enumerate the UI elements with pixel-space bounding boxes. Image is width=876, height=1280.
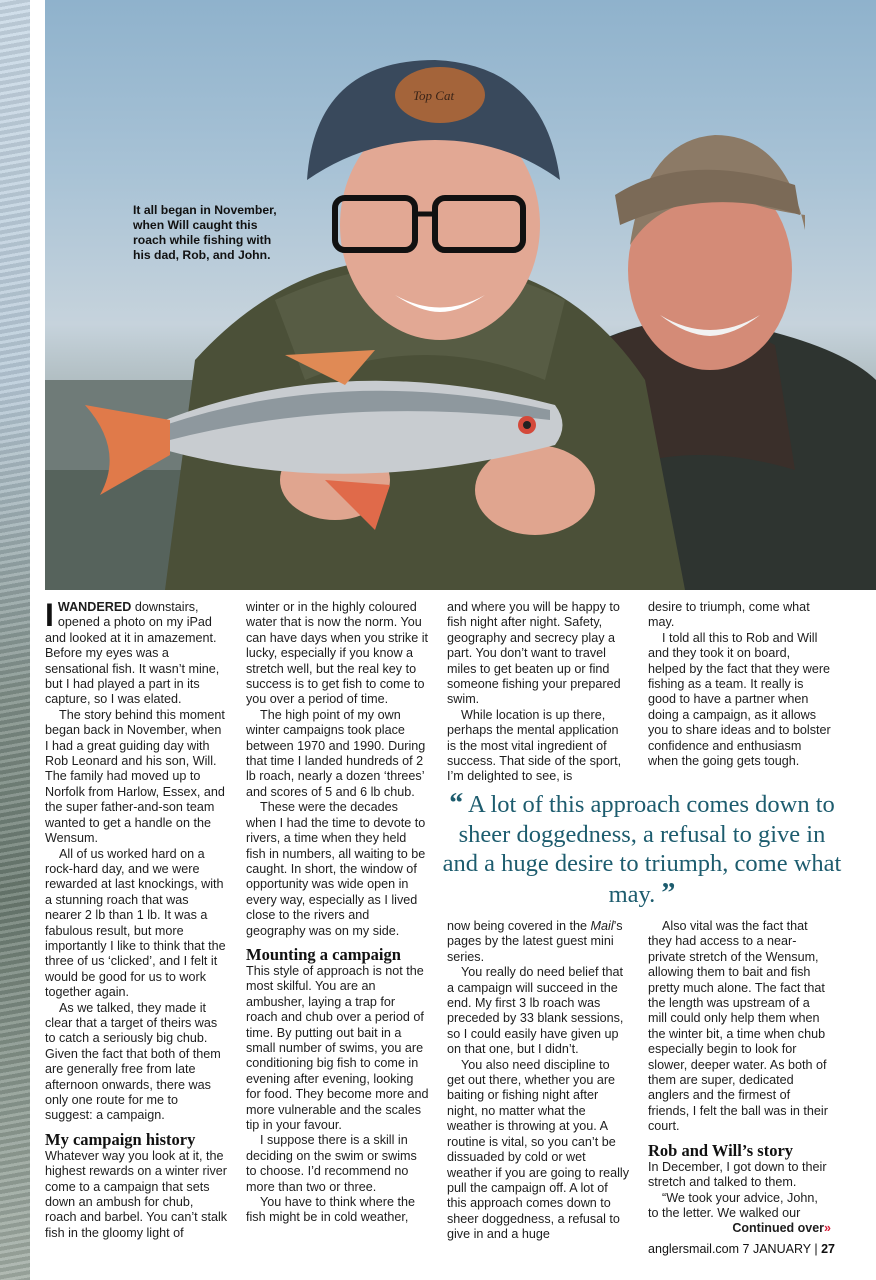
column-4-top [648, 600, 831, 769]
subheading-rob-will-story: Rob and Will’s story [648, 1140, 794, 1160]
column-1 [45, 597, 228, 1241]
open-quote-mark: “ [449, 788, 464, 819]
pull-quote [442, 789, 842, 909]
footer-separator: | [814, 1242, 818, 1256]
column-4-bottom [648, 919, 831, 1237]
column-3-bottom [447, 919, 630, 1243]
paragraph: I suppose there is a skill in deciding on the swim or swims to choose. I’d recommend no more than two or three. [246, 1133, 417, 1194]
opening-text: downstairs, opened a photo on my iPad and looked at it in amazement. Before my eyes was a sensational fish. It wasn’t mine, but I had played a part in its capture, so I was elated. [45, 600, 220, 707]
lead-word: WANDERED [57, 600, 132, 614]
page-number: 27 [821, 1242, 835, 1256]
paragraph: I told all this to Rob and Will and they took it on board, helped by the fact that they were fishing as a team. It really is good to have a partner when doing a campaign, as it allows you to share ideas and to bolster confidence and enthusiasm when the going gets tough. [648, 630, 831, 769]
hero-photo [45, 0, 876, 590]
continued-label: Continued over [732, 1221, 825, 1236]
column-3-top [447, 600, 630, 785]
page-footer [620, 1242, 835, 1256]
paragraph: You also need discipline to get out there, whether you are baiting or fishing night after night, no matter what the weather is throwing at you. A routine is vital, so you can’t be dissuaded by cold or wet weather if you are going to really pull the campaign off. A lot of this approach comes down to sheer doggedness, a refusal to give in and a huge [447, 1057, 630, 1242]
paragraph [447, 919, 630, 965]
paragraph: This style of approach is not the most skilful. You are an ambusher, laying a trap for roach and chub over a period of time. By putting out bait in a small number of swims, you are conditioning big fish to come in evening after evening, looking for food. They become more and more vulnerable and the scales tip in your favour. [246, 963, 429, 1132]
continued-over [648, 1221, 831, 1236]
column-2 [246, 600, 429, 1226]
footer-site: anglersmail.com [648, 1242, 740, 1256]
pull-quote-text: A lot of this approach comes down to sheer doggedness, a refusal to give in and a huge desire to triumph, come what may. [442, 791, 842, 908]
paragraph: You have to think where the fish might be in cold weather, [246, 1195, 415, 1225]
paragraph: These were the decades when I had the time to devote to rivers, a time when they held fish in numbers, all waiting to be caught. In short, the window of opportunity was wide open in every way, especially as I lived close to the rivers and geography was on my side. [246, 800, 426, 938]
publication-name: Mail [590, 919, 614, 933]
subheading-mounting-campaign: Mounting a campaign [246, 944, 401, 964]
paragraph: Also vital was the fact that they had access to a near-private stretch of the Wensum, allowing them to bait and fish pretty much alone. The fact that the length was upstream of a mill could only help them when the winter bit, a time when chub especially begin to look for slower, deeper water. As both of them are super, dedicated anglers and the firmest of friends, I felt the ball was in their court. [648, 919, 828, 1134]
paragraph: and where you will be happy to fish night after night. Safety, geography and secrecy play a part. You don’t want to travel miles to get beaten up or find someone fishing your prepared swim. [447, 600, 621, 707]
paragraph: As we talked, they made it clear that a target of theirs was to catch a seriously big chub. Given the fact that both of them are generally free from late afternoon onwards, there was only one route for me to suggest: a campaign. [45, 1000, 221, 1123]
paragraph: In December, I got down to their stretch and talked to them. [648, 1159, 827, 1190]
subheading-campaign-history: My campaign history [45, 1129, 196, 1149]
paragraph: While location is up there, perhaps the mental application is the most vital ingredient of success. That side of the sport, I’m delighted to see, is [447, 707, 622, 784]
paragraph: The story behind this moment began back in November, when I had a great guiding day with Rob Leonard and his son, Will. The family had moved up to Norfolk from Harlow, Essex, and the super father-and-son team wanted to get a handle on the Wensum. [45, 707, 225, 846]
footer-date: 7 JANUARY [742, 1242, 811, 1256]
photo-edge-strip [0, 0, 30, 1280]
paragraph: “We took your advice, John, to the letter. We walked our [648, 1190, 818, 1220]
drop-cap: I [45, 597, 54, 633]
paragraph: All of us worked hard on a rock-hard day, and we were rewarded at last knockings, with a stunning roach that was nearer 2 lb than 1 lb. It was a fabulous result, but more importantly I like to think that the three of us ‘clicked’, and I felt it would be good for us to work together again. [45, 846, 226, 1000]
double-chevron-icon: » [824, 1221, 831, 1236]
hero-photo-illustration [45, 0, 876, 590]
photo-caption: It all began in November, when Will caught this roach while fishing with his dad, Rob, and John. [133, 203, 277, 262]
cap-logo: Top Cat [413, 88, 455, 103]
paragraph: winter or in the highly coloured water that is now the norm. You can have days when you strike it lucky, especially if you know a stretch well, but the real key to success is to get fish to come to you over a period of time. [246, 600, 429, 707]
paragraph-text: now being covered in the [447, 919, 591, 933]
paragraph: Whatever way you look at it, the highest rewards on a winter river come to a campaign that sets down an ambush for chub, roach and barbel. You can’t stalk fish in the gloomy light of [45, 1148, 228, 1240]
paragraph: You really do need belief that a campaign will succeed in the end. My first 3 lb roach was preceded by 33 blank sessions, so I could easily have given up on that one, but I didn’t. [447, 965, 624, 1057]
paragraph-text: ’s pages by the latest guest mini series. [447, 919, 623, 964]
paragraph: The high point of my own winter campaigns took place between 1970 and 1990. During that time I landed hundreds of 2 lb roach, nearly a dozen ‘threes’ and scores of 5 and 6 lb chub. [246, 707, 426, 799]
paragraph: desire to triumph, come what may. [648, 600, 810, 630]
close-quote-mark: ” [661, 877, 676, 909]
opening-paragraph [45, 597, 228, 708]
